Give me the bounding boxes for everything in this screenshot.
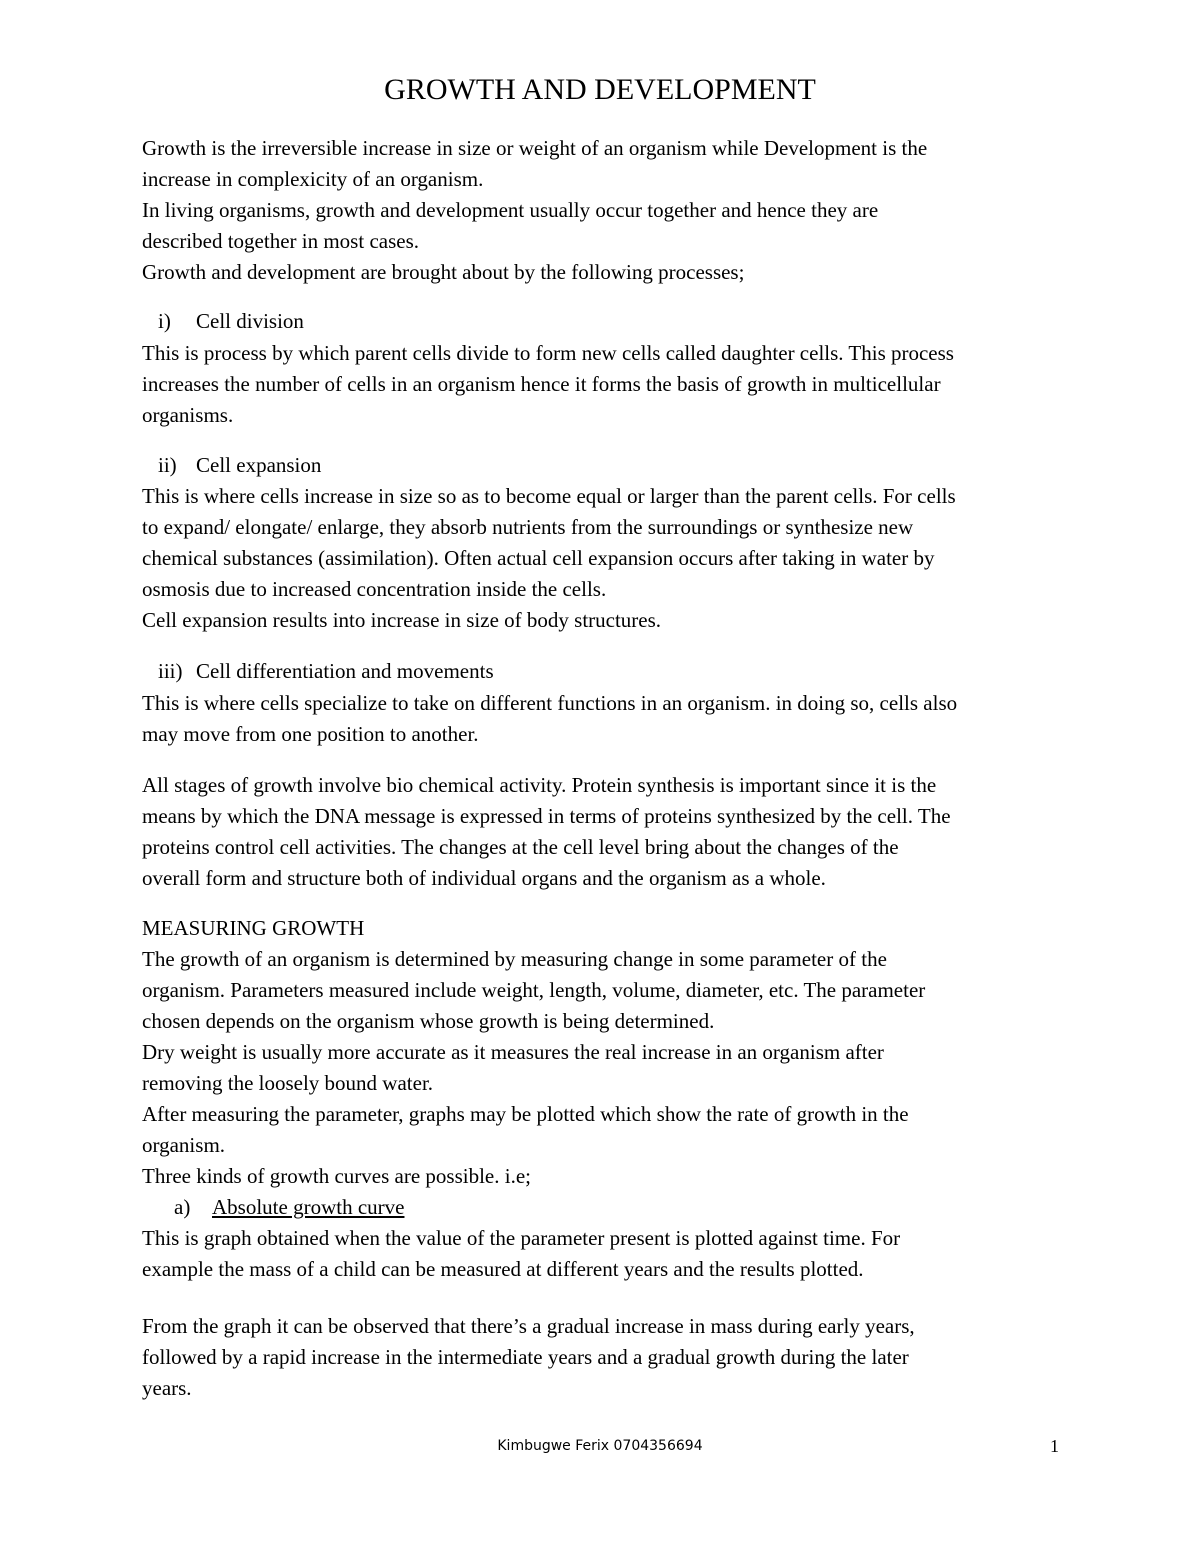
footer-author: Kimbugwe Ferix 0704356694 <box>497 1438 703 1454</box>
intro-line: increase in complexicity of an organism. <box>142 167 484 191</box>
paragraph-line: Three kinds of growth curves are possible. i.e; <box>142 1164 531 1188</box>
paragraph-line: organism. Parameters measured include weight, length, volume, diameter, etc. The parameter <box>142 978 926 1002</box>
intro-line: Growth is the irreversible increase in size or weight of an organism while Development is the <box>142 136 928 160</box>
paragraph-line: The growth of an organism is determined by measuring change in some parameter of the <box>142 947 887 971</box>
paragraph-line: This is where cells specialize to take on different functions in an organism. in doing so, cells also <box>142 691 958 715</box>
paragraph-line: This is graph obtained when the value of the parameter present is plotted against time. For <box>142 1226 901 1250</box>
process-heading-text: Cell division <box>196 309 304 333</box>
process-heading-text: Cell differentiation and movements <box>196 659 494 683</box>
paragraph-line: proteins control cell activities. The changes at the cell level bring about the changes of the <box>142 835 899 859</box>
intro-line: In living organisms, growth and development usually occur together and hence they are <box>142 198 879 222</box>
list-number: a) <box>174 1195 191 1219</box>
paragraph-line: to expand/ elongate/ enlarge, they absorb nutrients from the surroundings or synthesize new <box>142 515 914 539</box>
process-heading-cell-differentiation <box>158 656 494 686</box>
intro-line: Growth and development are brought about by the following processes; <box>142 260 745 284</box>
process-heading-text: Cell expansion <box>196 453 322 477</box>
list-number: iii) <box>158 659 183 683</box>
paragraph-line: From the graph it can be observed that there’s a gradual increase in mass during early years, <box>142 1314 915 1338</box>
section-heading-measuring-growth: MEASURING GROWTH <box>142 916 365 940</box>
paragraph-line: overall form and structure both of individual organs and the organism as a whole. <box>142 866 826 890</box>
paragraph-line: increases the number of cells in an organism hence it forms the basis of growth in multicellular <box>142 372 941 396</box>
paragraph-line: organism. <box>142 1133 226 1157</box>
paragraph-line: osmosis due to increased concentration inside the cells. <box>142 577 607 601</box>
paragraph-line: means by which the DNA message is expressed in terms of proteins synthesized by the cell. The <box>142 804 951 828</box>
paragraph-line: After measuring the parameter, graphs may be plotted which show the rate of growth in the <box>142 1102 909 1126</box>
paragraph-line: This is process by which parent cells divide to form new cells called daughter cells. This process <box>142 341 954 365</box>
intro-line: described together in most cases. <box>142 229 419 253</box>
curve-heading-text: Absolute growth curve <box>212 1195 405 1219</box>
curve-heading-absolute <box>174 1192 404 1222</box>
paragraph-line: chemical substances (assimilation). Often actual cell expansion occurs after taking in water by <box>142 546 935 570</box>
paragraph-line: All stages of growth involve bio chemical activity. Protein synthesis is important since it is the <box>142 773 937 797</box>
process-heading-cell-division <box>158 306 304 336</box>
paragraph-line: example the mass of a child can be measured at different years and the results plotted. <box>142 1257 864 1281</box>
list-number: i) <box>158 309 171 333</box>
page-title: GROWTH AND DEVELOPMENT <box>384 73 816 106</box>
paragraph-line: Dry weight is usually more accurate as it measures the real increase in an organism after <box>142 1040 884 1064</box>
paragraph-line: removing the loosely bound water. <box>142 1071 434 1095</box>
paragraph-line: Cell expansion results into increase in size of body structures. <box>142 608 662 632</box>
paragraph-line: may move from one position to another. <box>142 722 479 746</box>
page-number: 1 <box>1050 1436 1059 1456</box>
paragraph-line: followed by a rapid increase in the intermediate years and a gradual growth during the later <box>142 1345 909 1369</box>
paragraph-line: organisms. <box>142 403 234 427</box>
paragraph-line: years. <box>142 1376 192 1400</box>
paragraph-line: chosen depends on the organism whose growth is being determined. <box>142 1009 715 1033</box>
paragraph-line: This is where cells increase in size so as to become equal or larger than the parent cells. For cells <box>142 484 956 508</box>
list-number: ii) <box>158 453 177 477</box>
process-heading-cell-expansion <box>158 450 321 480</box>
